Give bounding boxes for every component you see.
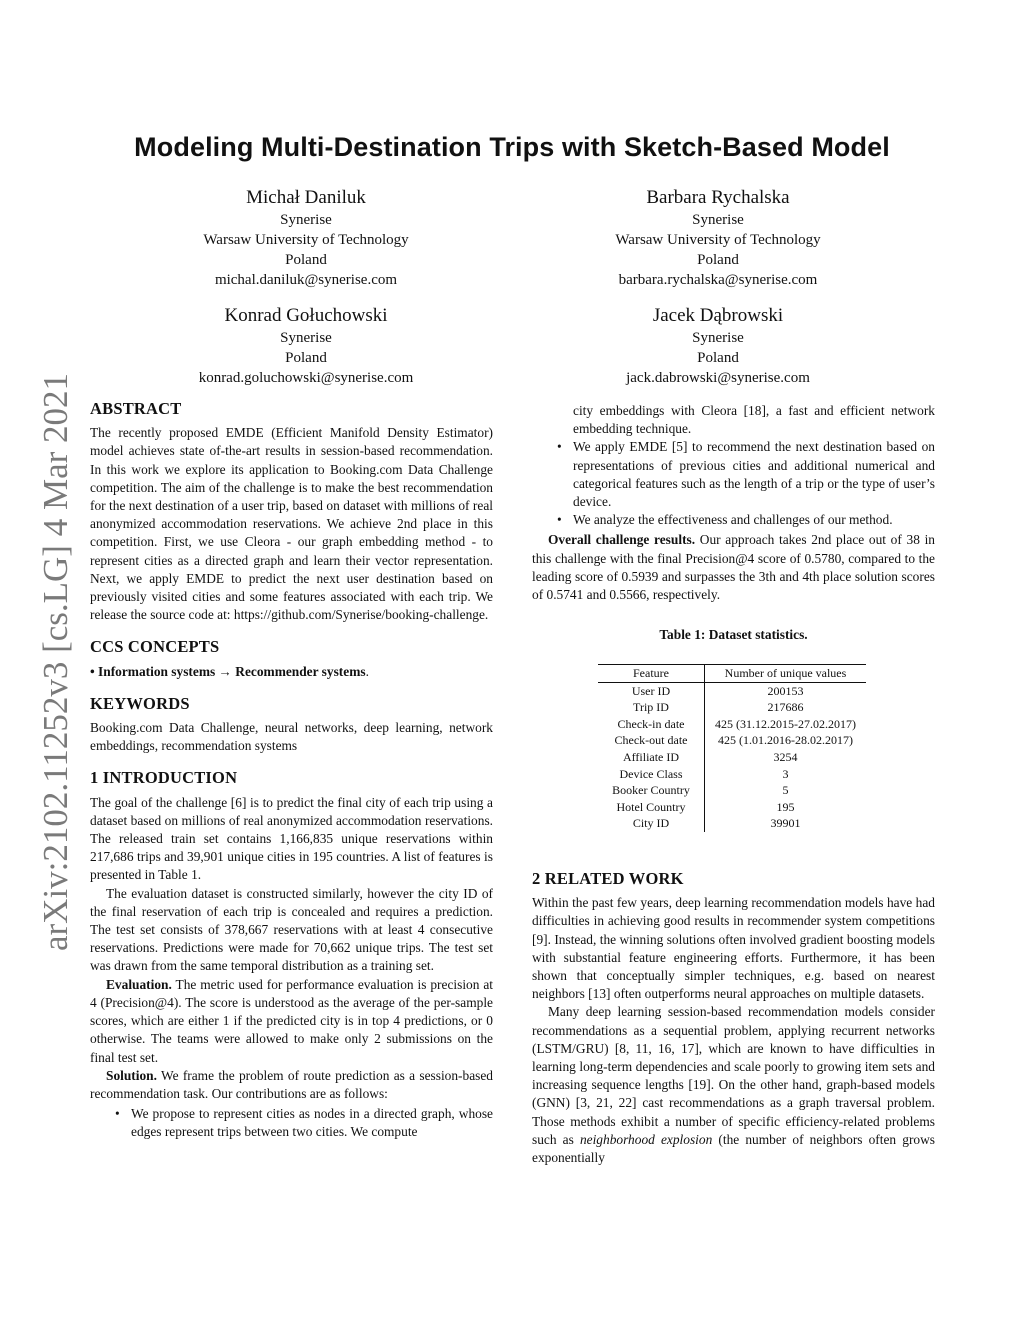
bullet-icon: • bbox=[557, 512, 562, 528]
bullet-icon: • bbox=[557, 439, 562, 455]
author-block-2 bbox=[558, 186, 878, 290]
table-cell-feature: Device Class bbox=[598, 766, 705, 783]
author-affiliation: Synerise bbox=[692, 212, 744, 228]
table-cell-value: 39901 bbox=[770, 816, 801, 831]
ccs-concepts-text: • Information systems → Recommender systems bbox=[90, 663, 366, 679]
paper-title: Modeling Multi-Destination Trips with Sketch-Based Model bbox=[134, 132, 890, 162]
table-row bbox=[598, 732, 866, 749]
table-cell-value: 195 bbox=[776, 799, 795, 814]
table-cell-feature: User ID bbox=[598, 682, 705, 699]
abstract-heading: ABSTRACT bbox=[90, 399, 182, 418]
table-cell-value: 425 (31.12.2015-27.02.2017) bbox=[715, 716, 856, 731]
dataset-statistics-table bbox=[598, 664, 866, 832]
author-block-4 bbox=[558, 304, 878, 388]
bullet-text: We apply EMDE [5] to recommend the next destination based on representations of previous cities and additional numerical and categorical features such as the length of a trip or the type of user’s device. bbox=[573, 439, 935, 510]
table-cell-value: 5 bbox=[782, 783, 789, 798]
author-affiliation: Synerise bbox=[280, 330, 332, 346]
author-name: Jacek Dąbrowski bbox=[652, 305, 784, 326]
bullet-text: We propose to represent cities as nodes in a directed graph, whose edges represent trips between two cities. We compute bbox=[131, 1106, 493, 1140]
keywords-text: Booking.com Data Challenge, neural networks, deep learning, network embeddings, recommendation systems bbox=[90, 720, 493, 754]
table-row bbox=[598, 682, 866, 699]
related-paragraph-2-text: Many deep learning session-based recommendation models consider recommendations as a sequential problem, applying recurrent networks (LSTM/GRU) [8, 11, 16, 17], which are known to have difficulties in learning long-term dependencies and scale poorly to growing item sets and increasing sequence lengths [19]. On the other hand, graph-based models (GNN) [3, 21, 22] cast recommendations as a graph traversal problem. Those methods exhibit a number of specific efficiency-related problems such as bbox=[532, 1004, 935, 1147]
bullet-text: We analyze the effectiveness and challenges of our method. bbox=[573, 512, 893, 528]
author-email: jack.dabrowski@synerise.com bbox=[626, 370, 810, 386]
ccs-heading: CCS CONCEPTS bbox=[90, 637, 220, 657]
evaluation-label: Evaluation. bbox=[106, 976, 172, 992]
overall-results-label: Overall challenge results. bbox=[548, 532, 696, 548]
table-row bbox=[598, 699, 866, 716]
author-affiliation: Warsaw University of Technology bbox=[203, 232, 409, 248]
table-header-row bbox=[598, 665, 866, 683]
evaluation-text: The metric used for performance evaluation is precision at 4 (Precision@4). The score is understood as the average of the per-sample scores, which are either 1 if the predicted city is in top 4 predictions, or 0 otherwise. The teams were allowed to make only 2 submissions on the final test set. bbox=[90, 976, 493, 1065]
table-caption: Table 1: Dataset statistics. bbox=[659, 627, 808, 642]
table-row bbox=[598, 815, 866, 832]
table-cell-value: 200153 bbox=[767, 683, 804, 698]
author-block-1 bbox=[146, 186, 466, 290]
author-block-3 bbox=[146, 304, 466, 388]
related-emphasis: neighborhood explosion bbox=[579, 1131, 713, 1147]
author-name: Konrad Gołuchowski bbox=[224, 305, 388, 326]
keywords-heading: KEYWORDS bbox=[90, 693, 190, 713]
author-affiliation: Warsaw University of Technology bbox=[615, 232, 821, 248]
table-cell-feature: Booker Country bbox=[598, 782, 705, 799]
table-cell-feature: Check-in date bbox=[598, 716, 705, 733]
bullet-icon: • bbox=[115, 1106, 120, 1122]
table-cell-value: 3 bbox=[782, 766, 789, 781]
author-email: konrad.goluchowski@synerise.com bbox=[198, 370, 414, 386]
contribution-bullet-3 bbox=[532, 511, 935, 529]
table-cell-value: 425 (1.01.2016-28.02.2017) bbox=[718, 733, 853, 748]
table-row bbox=[598, 749, 866, 766]
left-column bbox=[90, 400, 493, 1142]
ccs-concepts bbox=[90, 663, 493, 681]
intro-paragraph-1: The goal of the challenge [6] is to predict the final city of each trip using a dataset based on millions of real anonymized accommodation reservations. The released train set contains 1,166,835 unique reservations within 217,686 trips and 39,901 unique cities in 195 countries. A list of features is presented in Table 1. bbox=[90, 794, 493, 883]
table-row bbox=[598, 766, 866, 783]
table-row bbox=[598, 799, 866, 816]
table-cell-value: 3254 bbox=[773, 749, 798, 764]
table-cell-feature: Affiliate ID bbox=[598, 749, 705, 766]
abstract-text: The recently proposed EMDE (Efficient Manifold Density Estimator) model achieves state of-the-art results in session-based recommendation. In this work we explore its application to Booking.com Data Challenge competition. The aim of the challenge is to make the best recommendation for the next destination of a user trip, based on dataset with millions of real anonymized accommodation reservations. We achieve 2nd place in this competition. First, we use Cleora - our graph embedding method - to represent cities as a directed graph and learn their vector representation. Next, we apply EMDE to predict the next user destination based on previously visited cities and some features associated with each trip. We release the source code at: https://github.com/Synerise/booking-challenge. bbox=[90, 425, 493, 623]
related-paragraph-1: Within the past few years, deep learning recommendation models have had difficulties in achieving good results in recommender system competitions [9]. Instead, the winning solutions often involved gradient boosting models with substantial feature engineering efforts. Furthermore, it has been shown that conceptually simpler techniques, e.g. based on nearest neighbors [13] often outperforms neural approaches on multiple datasets. bbox=[532, 895, 935, 1002]
author-affiliation: Synerise bbox=[280, 212, 332, 228]
table-cell-feature: Trip ID bbox=[598, 699, 705, 716]
related-paragraph-2-end: (the number of neighbors often grows exponentially bbox=[532, 1131, 935, 1166]
related-paragraph-2 bbox=[532, 1003, 935, 1167]
right-column-bottom bbox=[532, 870, 935, 1167]
intro-paragraph-2: The evaluation dataset is constructed similarly, however the city ID of the final reservation of each trip is concealed and requires a prediction. The test set consists of 378,667 reservations with at least 4 consecutive reservations. Predictions were made for 70,662 unique trips. The test set was drawn from the same temporal distribution as a training set. bbox=[90, 885, 493, 974]
table-header-count: Number of unique values bbox=[705, 665, 867, 683]
table-row bbox=[598, 782, 866, 799]
author-email: michal.daniluk@synerise.com bbox=[214, 272, 398, 288]
solution-text: We frame the problem of route prediction as a session-based recommendation task. Our contributions are as follows: bbox=[90, 1067, 493, 1101]
solution-label: Solution. bbox=[106, 1067, 157, 1083]
contribution-bullet-1-continued bbox=[532, 402, 935, 438]
overall-results-paragraph bbox=[532, 531, 935, 604]
ccs-concepts-suffix: . bbox=[365, 663, 369, 679]
intro-heading: 1 INTRODUCTION bbox=[90, 768, 238, 788]
author-name: Barbara Rychalska bbox=[646, 187, 790, 208]
overall-results-text: Our approach takes 2nd place out of 38 in this challenge with the final Precision@4 score of 0.5780, compared to the leading score of 0.5939 and surpasses the 3th and 4th place solution scores of 0.5741 and 0.5566, respectively. bbox=[532, 532, 935, 603]
table-header-feature: Feature bbox=[598, 665, 705, 683]
related-work-heading: 2 RELATED WORK bbox=[532, 869, 684, 888]
author-country: Poland bbox=[697, 252, 739, 268]
table-cell-value: 217686 bbox=[767, 700, 804, 715]
table-cell-feature: Hotel Country bbox=[598, 799, 705, 816]
table-cell-feature: Check-out date bbox=[598, 732, 705, 749]
bullet-text: city embeddings with Cleora [18], a fast and efficient network embedding technique. bbox=[573, 403, 935, 437]
author-email: barbara.rychalska@synerise.com bbox=[618, 272, 818, 288]
author-country: Poland bbox=[285, 252, 327, 268]
arxiv-identifier: arXiv:2102.11252v3 [cs.LG] 4 Mar 2021 bbox=[36, 372, 75, 952]
author-affiliation: Synerise bbox=[692, 330, 744, 346]
author-country: Poland bbox=[285, 350, 327, 366]
author-name: Michał Daniluk bbox=[246, 187, 366, 208]
table-cell-feature: City ID bbox=[598, 815, 705, 832]
right-column-top bbox=[532, 402, 935, 604]
solution-paragraph bbox=[90, 1067, 493, 1103]
contribution-bullet-2 bbox=[532, 438, 935, 511]
table-row bbox=[598, 716, 866, 733]
evaluation-paragraph bbox=[90, 976, 493, 1067]
author-country: Poland bbox=[697, 350, 739, 366]
contribution-bullet-1 bbox=[90, 1105, 493, 1141]
